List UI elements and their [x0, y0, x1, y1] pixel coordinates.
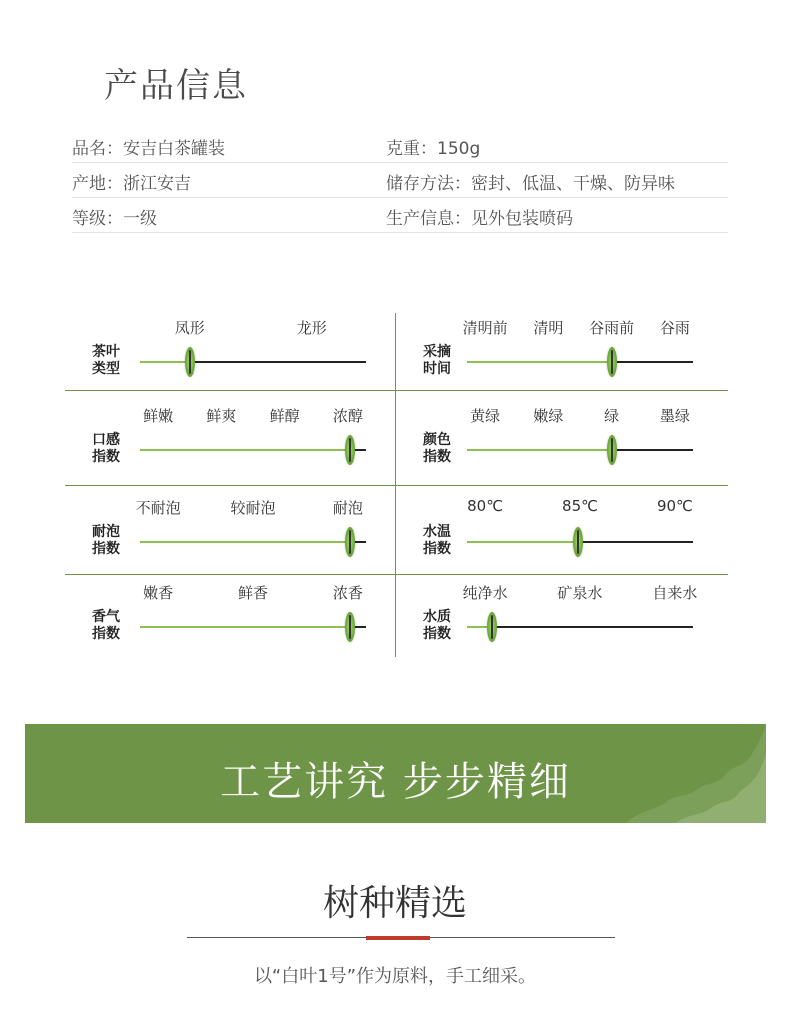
- rating-slider-track[interactable]: [467, 541, 693, 543]
- info-weight: 克重：150g: [386, 139, 481, 159]
- rating-tick-label: 耐泡: [332, 499, 363, 517]
- rating-slider-fill: [140, 626, 350, 628]
- rating-label: 水温指数: [423, 524, 451, 557]
- rating-tick-label: 谷雨前: [589, 319, 635, 337]
- rating-slider-track[interactable]: [467, 361, 693, 363]
- rating-tick-label: 嫩绿: [533, 407, 564, 425]
- rating-tick-label: 黄绿: [470, 407, 501, 425]
- rating-cell: [65, 486, 395, 574]
- section-description: 以“白叶1号”作为原料，手工细采。: [253, 966, 537, 987]
- rating-tick-label: 龙形: [296, 319, 327, 337]
- rating-slider-track[interactable]: [140, 449, 366, 451]
- rating-slider-track[interactable]: [467, 626, 693, 628]
- info-row: [72, 128, 728, 163]
- rating-slider-handle[interactable]: [345, 612, 355, 642]
- rating-tick-label: 80℃: [467, 497, 504, 515]
- info-origin: 产地：浙江安吉: [72, 174, 191, 194]
- rating-tick-label: 纯净水: [462, 584, 508, 602]
- rating-slider-handle[interactable]: [345, 527, 355, 557]
- rating-tick-label: 85℃: [562, 497, 598, 515]
- rating-slider-handle[interactable]: [607, 435, 617, 465]
- rating-slider-track[interactable]: [467, 449, 693, 451]
- info-name: 品名：安吉白茶罐装: [72, 139, 225, 159]
- rating-tick-label: 鲜醇: [269, 407, 300, 425]
- rating-tick-label: 浓香: [332, 584, 363, 602]
- rating-tick-label: 凤形: [174, 319, 205, 337]
- rating-tick-label: 90℃: [656, 497, 693, 515]
- rating-tick-label: 浓醇: [332, 407, 363, 425]
- info-row: [72, 198, 728, 233]
- rating-slider-track[interactable]: [140, 361, 366, 363]
- rating-cell: [65, 391, 395, 485]
- rating-cell: [396, 391, 726, 485]
- rating-slider-handle[interactable]: [487, 612, 497, 642]
- rating-tick-label: 墨绿: [659, 407, 690, 425]
- rating-slider-fill: [140, 541, 350, 543]
- rating-slider-fill: [140, 361, 190, 363]
- rating-label: 口感指数: [92, 432, 120, 465]
- rating-label: 耐泡指数: [92, 524, 120, 557]
- rating-tick-label: 清明: [533, 319, 564, 337]
- rating-slider-handle[interactable]: [573, 527, 583, 557]
- rating-label: 水质指数: [423, 609, 451, 642]
- rating-slider-handle[interactable]: [345, 435, 355, 465]
- banner-text: 工艺讲究 步步精细: [220, 759, 571, 805]
- rating-tick-label: 鲜爽: [206, 407, 237, 425]
- rating-tick-label: 鲜嫩: [143, 407, 174, 425]
- rating-slider-fill: [467, 449, 612, 451]
- rating-tick-label: 不耐泡: [135, 499, 181, 517]
- info-storage: 储存方法：密封、低温、干燥、防异味: [386, 174, 675, 194]
- info-row: [72, 163, 728, 198]
- info-production: 生产信息：见外包装喷码: [386, 209, 573, 229]
- rating-tick-label: 自来水: [652, 584, 698, 602]
- rating-tick-label: 较耐泡: [230, 499, 276, 517]
- rating-slider-fill: [467, 361, 612, 363]
- rating-slider-track[interactable]: [140, 541, 366, 543]
- rating-slider-handle[interactable]: [607, 347, 617, 377]
- rating-tick-label: 绿: [604, 407, 620, 425]
- rating-tick-label: 鲜香: [237, 584, 269, 602]
- rating-slider-fill: [467, 541, 578, 543]
- product-info-title: 产品信息: [104, 66, 248, 106]
- craft-banner: [25, 724, 766, 823]
- rating-tick-label: 矿泉水: [557, 584, 603, 602]
- info-grade: 等级：一级: [72, 209, 157, 229]
- section-accent-bar: [366, 936, 430, 940]
- rating-label: 香气指数: [92, 609, 120, 642]
- rating-tick-label: 清明前: [462, 319, 508, 337]
- rating-label: 颜色指数: [423, 432, 451, 465]
- rating-cell: [65, 575, 395, 657]
- section-title: 树种精选: [322, 883, 467, 924]
- rating-slider-track[interactable]: [140, 626, 366, 628]
- rating-label: 采摘时间: [423, 344, 451, 377]
- rating-slider-fill: [140, 449, 350, 451]
- rating-cell: [396, 486, 726, 574]
- rating-tick-label: 嫩香: [143, 584, 174, 602]
- rating-slider-handle[interactable]: [185, 347, 195, 377]
- rating-cell: [65, 313, 395, 390]
- rating-cell: [396, 313, 726, 390]
- product-info-table: [72, 128, 728, 233]
- rating-cell: [396, 575, 726, 657]
- ratings-grid: [65, 313, 728, 657]
- rating-label: 茶叶类型: [92, 344, 120, 377]
- rating-tick-label: 谷雨: [659, 319, 690, 337]
